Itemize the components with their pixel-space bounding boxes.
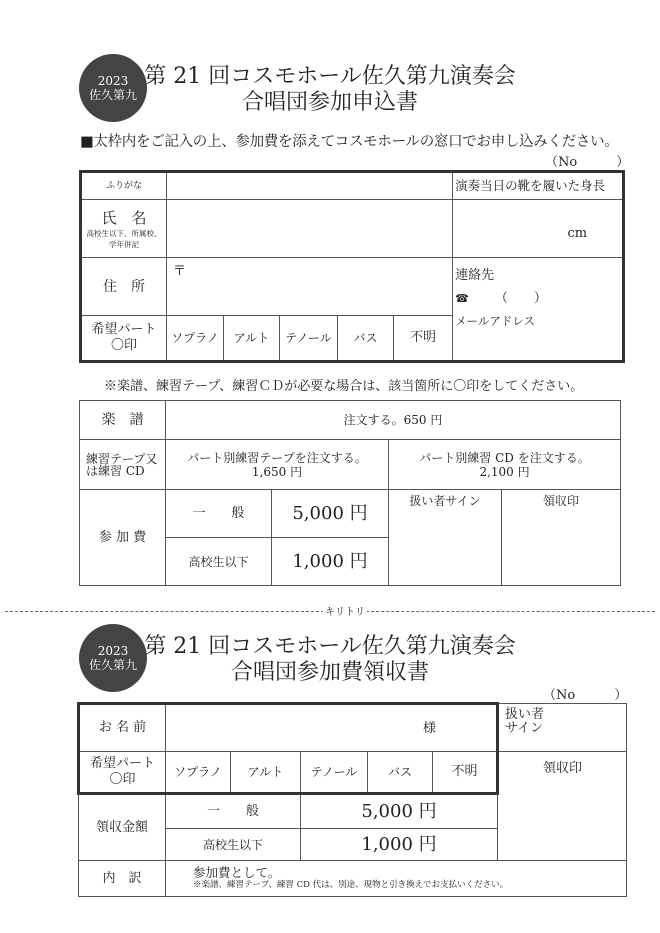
score-order[interactable]: 注文する。650 円 (166, 401, 621, 440)
receipt-handler-sign[interactable] (498, 704, 627, 752)
contact-label: 連絡先 (455, 268, 495, 283)
instruction-text: ■太枠内をご記入の上、参加費を添えてコスモホールの窓口でお申し込みください。 (80, 134, 619, 150)
furigana-label: ふりがな (81, 172, 167, 200)
cd-text: パート別練習 CD を注文する。 (419, 450, 590, 465)
address-label: 住 所 (81, 258, 167, 316)
application-table (79, 170, 625, 363)
tape-order[interactable] (166, 440, 389, 490)
tape-price: 1,650 円 (251, 464, 303, 479)
receipt-general-label: 一 般 (166, 794, 301, 829)
form-number: （No ） (545, 155, 630, 170)
badge-year: 2023 (97, 74, 129, 88)
receipt-part-tenor[interactable]: テノール (301, 752, 368, 794)
honorific: 様 (423, 720, 437, 736)
phone-icon: ☎ (455, 292, 469, 305)
receipt-name-input[interactable] (166, 704, 498, 752)
breakdown-note: ※楽譜、練習テープ、練習 CD 代は、別途、現物と引き換えでお支払いください。 (193, 880, 509, 890)
receipt-part-label-cell (79, 752, 166, 794)
receipt-stamp-cell[interactable]: 領収印 (498, 752, 627, 861)
email-label: メールアドレス (455, 314, 535, 328)
receipt-part-bass[interactable]: バス (368, 752, 433, 794)
name-label: 氏 名 (101, 208, 147, 227)
receipt-title (130, 634, 530, 686)
part-alto[interactable]: アルト (224, 316, 280, 362)
title-line-2: 合唱団参加申込書 (241, 90, 418, 115)
student-price[interactable]: 1,000 円 (272, 538, 389, 586)
postal-mark: 〒 (173, 264, 187, 279)
general-price[interactable]: 5,000 円 (272, 490, 389, 538)
handler-sign-label-2: サイン (505, 721, 544, 736)
part-label: 希望パート (91, 322, 157, 337)
handler-sign-label-1: 扱い者 (505, 707, 545, 722)
title-line-1: 第 21 回コスモホール佐久第九演奏会 (144, 64, 516, 89)
contact-cell[interactable] (453, 258, 624, 362)
height-unit: cm (567, 226, 588, 241)
receipt-name-label: お 名 前 (79, 704, 166, 752)
receipt-part-alto[interactable]: アルト (231, 752, 301, 794)
breakdown-text: 参加費として。 (193, 865, 281, 880)
order-note: ※楽譜、練習テープ、練習ＣＤが必要な場合は、該当箇所に〇印をしてください。 (104, 379, 584, 394)
fee-label: 参 加 費 (80, 490, 166, 586)
height-input[interactable] (453, 200, 624, 258)
receipt-part-unknown[interactable]: 不明 (433, 752, 498, 794)
title-line-2: 合唱団参加費領収書 (230, 660, 429, 685)
part-soprano[interactable]: ソプラノ (167, 316, 224, 362)
part-bass[interactable]: バス (338, 316, 394, 362)
breakdown-cell (166, 861, 627, 897)
name-label-cell (81, 200, 167, 258)
tape-text: パート別練習テープを注文する。 (187, 450, 367, 465)
part-label-cell (81, 316, 167, 362)
badge-year: 2023 (97, 644, 129, 658)
name-input[interactable] (167, 200, 453, 258)
order-table (79, 400, 621, 586)
receipt-student-price[interactable]: 1,000 円 (301, 829, 498, 861)
part-circle-label: 〇印 (110, 338, 137, 353)
receipt-general-price[interactable]: 5,000 円 (301, 794, 498, 829)
badge-name: 佐久第九 (88, 88, 137, 102)
part-circle-label: 〇印 (109, 772, 136, 787)
part-unknown[interactable]: 不明 (394, 316, 453, 362)
name-note: 高校生以下、所属校、学年併記 (86, 228, 162, 249)
part-tenor[interactable]: テノール (280, 316, 338, 362)
title-line-1: 第 21 回コスモホール佐久第九演奏会 (144, 634, 516, 659)
badge-name: 佐久第九 (88, 658, 137, 672)
height-label: 演奏当日の靴を履いた身長 (453, 172, 624, 200)
cut-line-label: キリトリ (323, 603, 367, 618)
receipt-part-soprano[interactable]: ソプラノ (166, 752, 231, 794)
breakdown-label: 内 訳 (79, 861, 166, 897)
student-label: 高校生以下 (166, 538, 272, 586)
form-title (130, 64, 530, 116)
receipt-stamp-cell[interactable]: 領収印 (502, 490, 621, 586)
receipt-student-label: 高校生以下 (166, 829, 301, 861)
phone-parens: （ ） (494, 291, 547, 306)
cd-price: 2,100 円 (479, 464, 530, 479)
cd-order[interactable] (389, 440, 621, 490)
practice-label: 練習テープ又は練習 CD (80, 440, 166, 490)
receipt-number: （No ） (543, 688, 628, 703)
furigana-input[interactable] (167, 172, 453, 200)
amount-label: 領収金額 (79, 794, 166, 861)
score-label: 楽 譜 (80, 401, 166, 440)
receipt-table (77, 702, 627, 897)
address-input[interactable] (167, 258, 453, 316)
general-label: 一 般 (166, 490, 272, 538)
handler-sign-cell[interactable]: 扱い者サイン (389, 490, 502, 586)
part-label: 希望パート (89, 756, 155, 771)
